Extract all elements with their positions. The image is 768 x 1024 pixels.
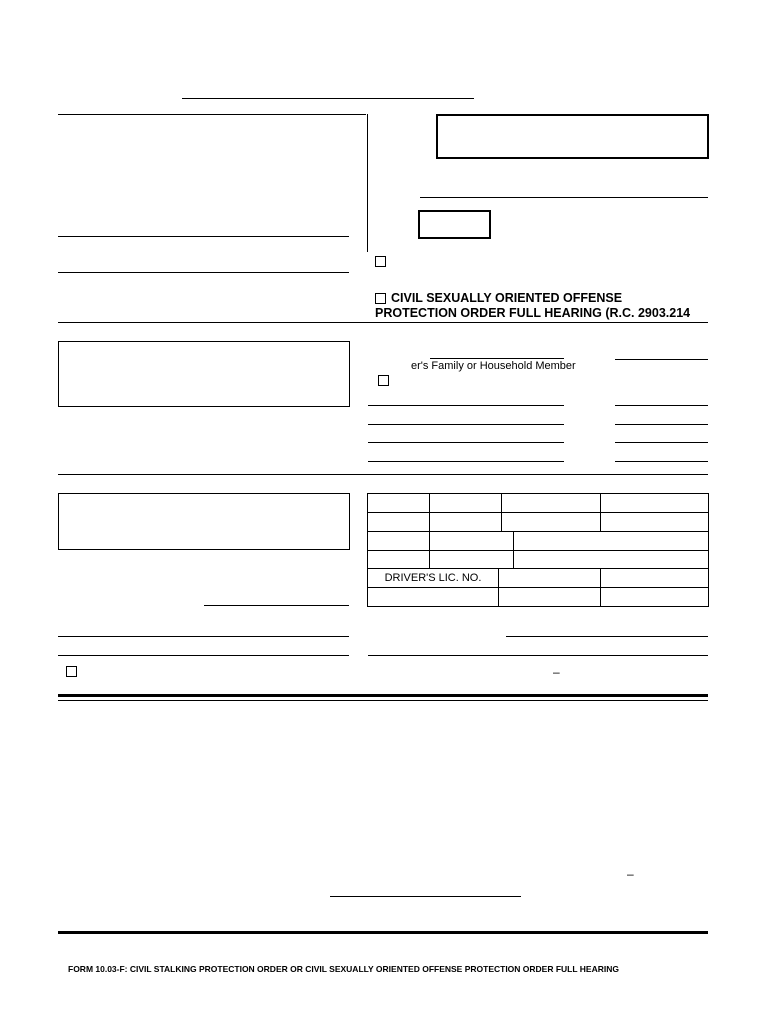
table-cell[interactable] <box>367 550 430 569</box>
section-rule-1 <box>58 322 708 323</box>
signature-line[interactable] <box>330 896 521 897</box>
table-cell[interactable] <box>498 587 601 607</box>
table-cell[interactable] <box>513 550 709 569</box>
attorney-line-right[interactable] <box>506 636 708 637</box>
column-divider <box>367 114 368 252</box>
table-cell[interactable] <box>367 493 430 513</box>
petitioner-line-2[interactable] <box>58 272 349 273</box>
family-row-2-name[interactable] <box>368 424 564 425</box>
small-entry-box[interactable] <box>418 210 491 239</box>
table-cell[interactable] <box>498 568 601 588</box>
header-rule <box>58 114 366 115</box>
table-cell[interactable] <box>600 568 709 588</box>
family-member-dob-line[interactable] <box>615 359 708 360</box>
family-row-4-dob[interactable] <box>615 461 708 462</box>
family-member-name-line[interactable] <box>430 358 564 359</box>
table-cell[interactable] <box>429 512 502 532</box>
respondent-info-box[interactable] <box>58 493 350 550</box>
family-member-label: er's Family or Household Member <box>411 360 576 372</box>
table-cell[interactable] <box>501 512 601 532</box>
footer-rule <box>58 931 708 934</box>
address-line-left[interactable] <box>58 655 349 656</box>
court-name-line[interactable] <box>182 98 474 99</box>
drivers-license-number-cell[interactable] <box>367 587 499 607</box>
table-cell[interactable] <box>429 550 514 569</box>
bottom-left-checkbox[interactable] <box>66 666 77 677</box>
sexually-oriented-order-checkbox[interactable] <box>375 293 386 304</box>
judge-line[interactable] <box>420 197 708 198</box>
family-row-3-dob[interactable] <box>615 442 708 443</box>
table-cell[interactable] <box>600 587 709 607</box>
case-number-box[interactable] <box>436 114 709 159</box>
table-cell[interactable] <box>501 493 601 513</box>
family-member-checkbox[interactable] <box>378 375 389 386</box>
dash-mark: – <box>627 867 634 881</box>
double-rule-bottom <box>58 700 708 701</box>
family-row-1-dob[interactable] <box>615 405 708 406</box>
section-rule-2 <box>58 474 708 475</box>
table-cell[interactable] <box>367 531 430 551</box>
petitioner-info-box[interactable] <box>58 341 350 407</box>
family-row-4-name[interactable] <box>368 461 564 462</box>
table-cell[interactable] <box>367 512 430 532</box>
family-row-2-dob[interactable] <box>615 424 708 425</box>
table-cell[interactable] <box>600 493 709 513</box>
table-cell[interactable] <box>513 531 709 551</box>
form-footer-title: FORM 10.03-F: CIVIL STALKING PROTECTION ORDER OR CIVIL SEXUALLY ORIENTED OFFENSE PROTECTION ORDER FULL HEARING <box>68 964 619 974</box>
family-row-1-name[interactable] <box>368 405 564 406</box>
respondent-short-line[interactable] <box>204 605 349 606</box>
table-cell[interactable] <box>429 493 502 513</box>
drivers-license-header: DRIVER'S LIC. NO. <box>367 568 499 588</box>
stalking-order-checkbox[interactable] <box>375 256 386 267</box>
dash-mark: – <box>553 665 560 679</box>
family-row-3-name[interactable] <box>368 442 564 443</box>
address-line-right[interactable] <box>368 655 708 656</box>
sexually-oriented-option-label-2: PROTECTION ORDER FULL HEARING (R.C. 2903.214 <box>375 306 691 320</box>
table-cell[interactable] <box>429 531 514 551</box>
sexually-oriented-option-label-1: CIVIL SEXUALLY ORIENTED OFFENSE <box>391 291 623 305</box>
attorney-line-left[interactable] <box>58 636 349 637</box>
double-rule-top <box>58 694 708 697</box>
table-cell[interactable] <box>600 512 709 532</box>
petitioner-line-1[interactable] <box>58 236 349 237</box>
